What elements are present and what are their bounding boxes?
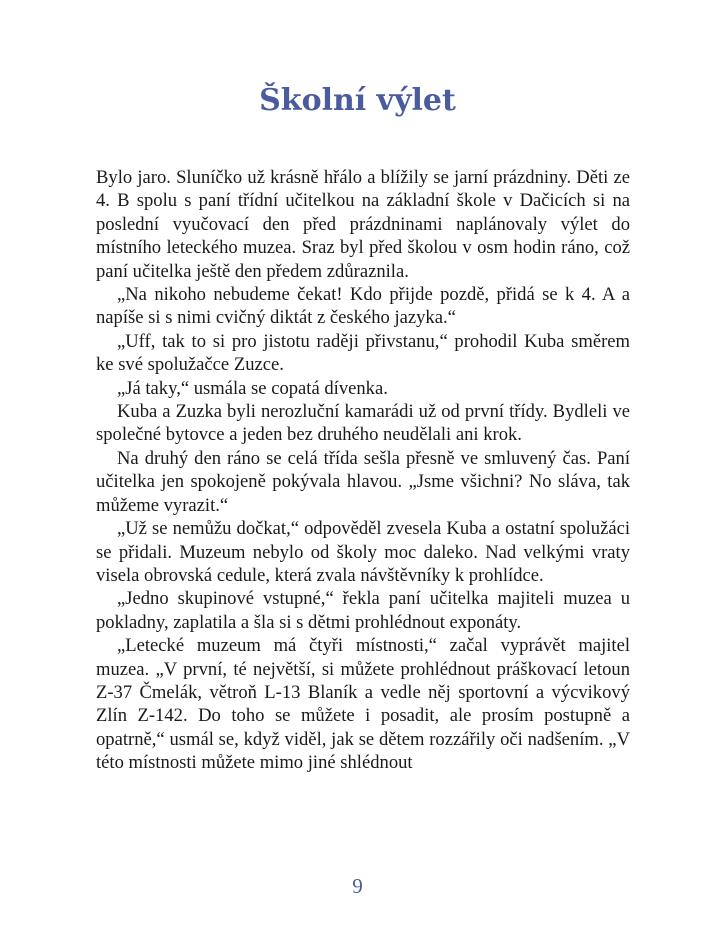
paragraph: Na druhý den ráno se celá třída sešla přesně ve smluvený čas. Paní učitelka jen spokojeně pokývala hlavou. „Jsme všichni? No sláva, tak můžeme vyrazit.“ [96,447,630,516]
paragraph: „Na nikoho nebudeme čekat! Kdo přijde pozdě, přidá se k 4. A a napíše si s nimi cvičný diktát z českého jazyka.“ [96,284,630,329]
paragraph: „Jedno skupinové vstupné,“ řekla paní učitelka majiteli muzea u pokladny, zaplatila a šla si s dětmi prohlédnout exponáty. [96,588,630,633]
paragraph: Bylo jaro. Sluníčko už krásně hřálo a blížily se jarní prázdniny. Děti ze 4. B spolu s paní třídní učitelkou na základní škole v Dačicích si na poslední vyučovací den před prázdninami naplánovaly výlet do místního leteckého muzea. Sraz byl před školou v osm hodin ráno, což paní učitelka ještě den předem zdůraznila. [96,167,630,282]
paragraph: „Uff, tak to si pro jistotu raději přivstanu,“ prohodil Kuba směrem ke své spolužačce Zuzce. [96,330,630,376]
paragraph: Kuba a Zuzka byli nerozluční kamarádi už od první třídy. Bydleli ve společné bytovce a jeden bez druhého neudělali ani krok. [96,401,630,446]
paragraph: „Já taky,“ usmála se copatá dívenka. [117,377,388,399]
page-number: 9 [352,874,363,898]
paragraph: „Už se nemůžu dočkat,“ odpověděl zvesela Kuba a ostatní spolužáci se přidali. Muzeum nebylo od školy moc daleko. Nad velkými vraty visela obrovská cedule, která zvala návštěvníky k prohlídce. [96,518,630,586]
chapter-body [96,166,630,775]
chapter-title: Školní výlet [259,83,456,118]
paragraph: „Letecké muzeum má čtyři místnosti,“ začal vyprávět majitel muzea. „V první, té největší, si můžete prohlédnout práškovací letoun Z-37 Čmelák, větroň L-13 Blaník a vedle něj sportovní a výcvikový Zlín Z-142. Do toho se můžete i posadit, ale prosím postupně a opatrně,“ usmál se, když viděl, jak se dětem rozzářily oči nadšením. „V této místnosti můžete mimo jiné shlédnout [96,635,630,774]
